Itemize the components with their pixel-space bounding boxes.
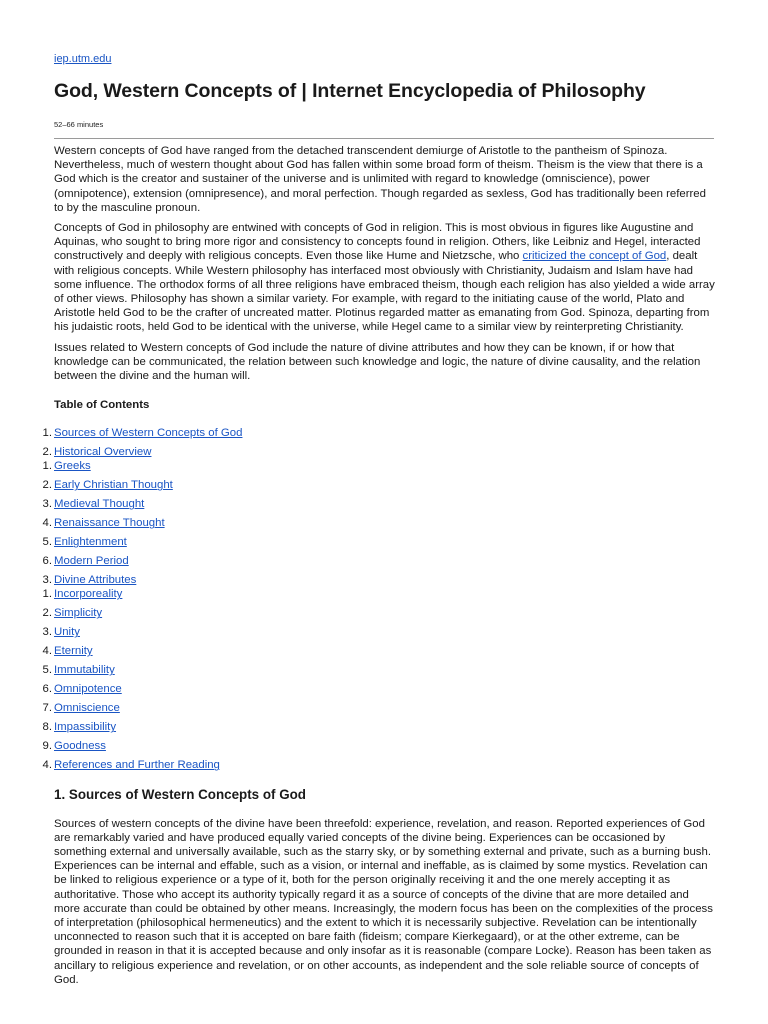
source-link[interactable]: iep.utm.edu [54, 53, 112, 65]
toc-link-incorporeality[interactable]: Incorporeality [54, 588, 123, 601]
toc-link-medieval[interactable]: Medieval Thought [54, 498, 145, 511]
toc-item [42, 587, 716, 601]
page-title: God, Western Concepts of | Internet Encyclopedia of Philosophy [54, 80, 646, 102]
toc-link-enlightenment[interactable]: Enlightenment [54, 536, 127, 549]
toc-number: 1. [42, 460, 52, 473]
toc-link-omniscience[interactable]: Omniscience [54, 702, 120, 715]
toc-item [42, 516, 716, 530]
criticized-concept-link[interactable]: criticized the concept of God [522, 250, 667, 263]
toc-link-simplicity[interactable]: Simplicity [54, 607, 103, 620]
toc-number: 9. [42, 740, 52, 753]
toc-link-historical-overview[interactable]: Historical Overview [54, 446, 152, 459]
toc-number: 4. [42, 759, 52, 772]
header-divider [54, 138, 714, 139]
toc-item [42, 682, 716, 696]
intro-paragraph-2-text-b: , dealt with religious concepts. While Western philosophy has interfaced most obviously with Christianity, Judaism and Islam have had some influence. The orthodox forms of all three religions have embraced theism, though each religion has also yielded a wide array of other views. Philosophy has shown a similar variety. For example, with regard to the initiating cause of the world, Plato and Aristotle held God to be the crafter of uncreated matter. Plotinus regarded matter as emanating from God. Spinoza, departing from his judaistic roots, held God to be identical with the universe, while Hegel came to a similar view by reinterpreting Christianity. [54, 250, 715, 334]
toc-number: 1. [42, 588, 52, 601]
toc-link-unity[interactable]: Unity [54, 626, 80, 639]
toc-number: 2. [42, 607, 52, 620]
toc-link-goodness[interactable]: Goodness [54, 740, 106, 753]
toc-link-greeks[interactable]: Greeks [54, 460, 91, 473]
reading-time: 52–66 minutes [54, 120, 104, 129]
toc-number: 4. [42, 517, 52, 530]
toc-item [42, 554, 716, 568]
toc-heading: Table of Contents [54, 399, 150, 412]
toc-item [42, 459, 716, 473]
toc-number: 8. [42, 721, 52, 734]
toc-item [42, 497, 716, 511]
toc-item [42, 445, 716, 459]
toc-item [42, 701, 716, 715]
toc-item [42, 478, 716, 492]
toc-number: 6. [42, 683, 52, 696]
toc-number: 5. [42, 664, 52, 677]
intro-paragraph-2-text-a: Concepts of God in philosophy are entwined with concepts of God in religion. This is most obvious in figures like Augustine and Aquinas, who sought to bring more rigor and consistency to concepts found in religion. Others, like Leibniz and Hegel, interacted constructively and deeply with religious concepts. Even those like Hume and Nietzsche, who [54, 222, 701, 263]
toc-item [42, 644, 716, 658]
toc-link-renaissance[interactable]: Renaissance Thought [54, 517, 165, 530]
toc-link-omnipotence[interactable]: Omnipotence [54, 683, 122, 696]
toc-link-references[interactable]: References and Further Reading [54, 759, 220, 772]
table-of-contents [42, 426, 716, 772]
toc-item [42, 758, 716, 772]
toc-item [42, 573, 716, 587]
toc-link-immutability[interactable]: Immutability [54, 664, 115, 677]
toc-number: 2. [42, 446, 52, 459]
toc-item [42, 535, 716, 549]
article-body [42, 144, 716, 993]
toc-link-sources[interactable]: Sources of Western Concepts of God [54, 427, 243, 440]
toc-number: 7. [42, 702, 52, 715]
toc-item [42, 663, 716, 677]
toc-number: 5. [42, 536, 52, 549]
toc-link-modern-period[interactable]: Modern Period [54, 555, 129, 568]
intro-paragraph-3: Issues related to Western concepts of God include the nature of divine attributes and how they can be known, if or how that knowledge can be communicated, the relation between such knowledge and logic, the nature of divine causality, and the relation between the divine and the human will. [54, 341, 701, 383]
toc-number: 6. [42, 555, 52, 568]
section-1-heading: 1. Sources of Western Concepts of God [54, 787, 306, 803]
toc-number: 1. [42, 427, 52, 440]
toc-link-impassibility[interactable]: Impassibility [54, 721, 117, 734]
toc-link-divine-attributes[interactable]: Divine Attributes [54, 574, 137, 587]
toc-item [42, 606, 716, 620]
intro-paragraph-2 [54, 221, 716, 335]
toc-number: 2. [42, 479, 52, 492]
toc-item [42, 720, 716, 734]
toc-item [42, 426, 716, 440]
toc-item [42, 625, 716, 639]
toc-number: 3. [42, 574, 52, 587]
toc-number: 3. [42, 498, 52, 511]
toc-link-early-christian[interactable]: Early Christian Thought [54, 479, 173, 492]
toc-number: 4. [42, 645, 52, 658]
toc-item [42, 739, 716, 753]
toc-number: 3. [42, 626, 52, 639]
intro-paragraph-1: Western concepts of God have ranged from the detached transcendent demiurge of Aristotle to the pantheism of Spinoza. Nevertheless, much of western thought about God has fallen within some broad form of theism. Theism is the view that there is a God which is the creator and sustainer of the universe and is unlimited with regard to knowledge (omniscience), power (omnipotence), extension (omnipresence), and moral perfection. Though regarded as sexless, God has traditionally been referred to by the masculine pronoun. [54, 145, 706, 214]
toc-link-eternity[interactable]: Eternity [54, 645, 93, 658]
section-1-paragraph: Sources of western concepts of the divine have been threefold: experience, revelation, and reason. Reported experiences of God are remarkably varied and have produced equally varied concepts of the divine being. Experiences can be occasioned by something external and universally available, such as the starry sky, or by something external and private, such as a burning bush. Experiences can be internal and effable, such as a vision, or internal and ineffable, as is claimed by some mystics. Revelation can be linked to religious experience or a type of it, both for the person originally receiving it and the one merely accepting it as authoritative. Those who accept its authority typically regard it as a source of concepts of the divine that are more detailed and more accurate than could be obtained by other means. Increasingly, the modern focus has been on the complexities of the process of interpretation (philosophical hermeneutics) and the extent to which it is necessarily subjective. Revelation can be intentionally unconnected to reason such that it is accepted on bare faith (fideism; compare Kierkegaard), or at the other extreme, can be grounded in reason in that it is accepted because and only insofar as it is reasonable (compare Locke). Reason has been taken as ancillary to religious experience and revelation, or on other accounts, as independent and the sole reliable source of concepts of God. [54, 817, 713, 986]
